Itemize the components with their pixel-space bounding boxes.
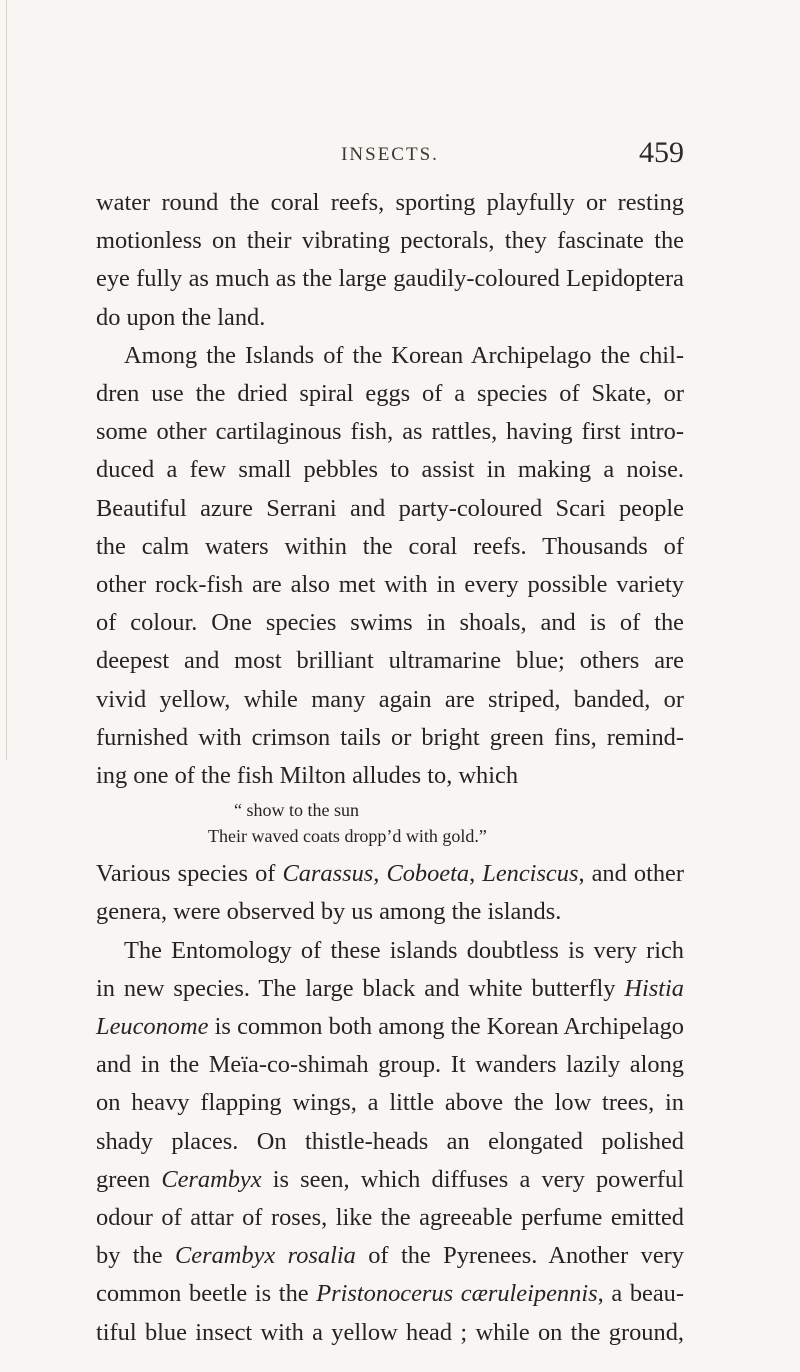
page-body [96,184,684,1352]
verse-quote-line: Their waved coats dropp’d with gold.” [208,826,487,847]
text-line: The Entomology of these islands doubtless is very rich [124,936,684,964]
species-name: Cerambyx rosalia [174,1242,356,1270]
genus-name: Coboeta [386,860,470,888]
text-line: tiful blue insect with a yellow head ; while on the ground, [96,1318,684,1346]
text-line [96,970,684,1008]
page-edge-rule [6,0,7,760]
text-line: eye fully as much as the large gaudily-coloured Lepidoptera [96,265,684,293]
text-run: , a beau- [597,1280,684,1308]
page-header [96,136,684,176]
text-line [96,1161,684,1199]
species-name: Leuconome [96,1013,209,1041]
text-line: Beautiful azure Serrani and party-coloured Scari people [96,494,684,522]
text-line: water round the coral reefs, sporting playfully or resting [96,189,684,216]
text-run: , and other [578,860,684,888]
text-line: dren use the dried spiral eggs of a species of Skate, or [96,380,684,408]
text-line: motionless on their vibrating pectorals, they fascinate the [96,227,684,255]
text-line: genera, were observed by us among the islands. [96,898,562,926]
text-line: of colour. One species swims in shoals, and is of the [96,609,684,637]
text-line: and in the Meïa-co-shimah group. It wanders lazily along [96,1051,684,1079]
text-line: deepest and most brilliant ultramarine blue; others are [96,647,684,675]
text-line [96,1275,684,1313]
page-number: 459 [639,136,684,169]
text-run: Various species of [96,860,283,888]
text-run: , [469,860,483,888]
text-run: green [96,1165,162,1193]
text-line: other rock-fish are also met with in every possible variety [96,571,684,599]
text-line: some other cartilaginous fish, as rattles, having first intro- [96,418,684,446]
species-name: Pristonocerus cæruleipennis [316,1280,598,1308]
genus-name: Lenciscus [482,860,579,888]
text-line: the calm waters within the coral reefs. Thousands of [96,532,684,560]
text-line: do upon the land. [96,303,266,331]
text-run: , [373,860,387,888]
genus-name: Carassus [282,860,374,888]
text-line: furnished with crimson tails or bright green fins, remind- [96,723,684,751]
text-run: of the Pyrenees. Another very [355,1242,684,1270]
text-line [96,1237,684,1275]
running-head: INSECTS. [341,144,439,165]
text-line: vivid yellow, while many again are striped, banded, or [96,685,684,713]
text-line [96,1008,684,1046]
text-line: on heavy flapping wings, a little above the low trees, in [96,1089,684,1117]
species-name: Histia [624,974,684,1002]
verse-quote-line: “ show to the sun [234,800,359,821]
text-run: common beetle is the [96,1280,317,1308]
text-line: shady places. On thistle-heads an elongated polished [96,1127,684,1155]
text-run: is seen, which diffuses a very powerful [261,1165,684,1193]
text-line: odour of attar of roses, like the agreeable perfume emitted [96,1204,684,1232]
text-run: by the [96,1242,175,1270]
text-run: in new species. The large black and white butterfly [96,974,625,1002]
species-name: Cerambyx [161,1165,262,1193]
text-run: is common both among the Korean Archipelago [208,1013,684,1041]
text-line [96,855,684,893]
text-line: Among the Islands of the Korean Archipelago the chil- [124,341,684,369]
text-line: ing one of the fish Milton alludes to, which [96,762,519,790]
text-line: duced a few small pebbles to assist in making a noise. [96,456,684,484]
